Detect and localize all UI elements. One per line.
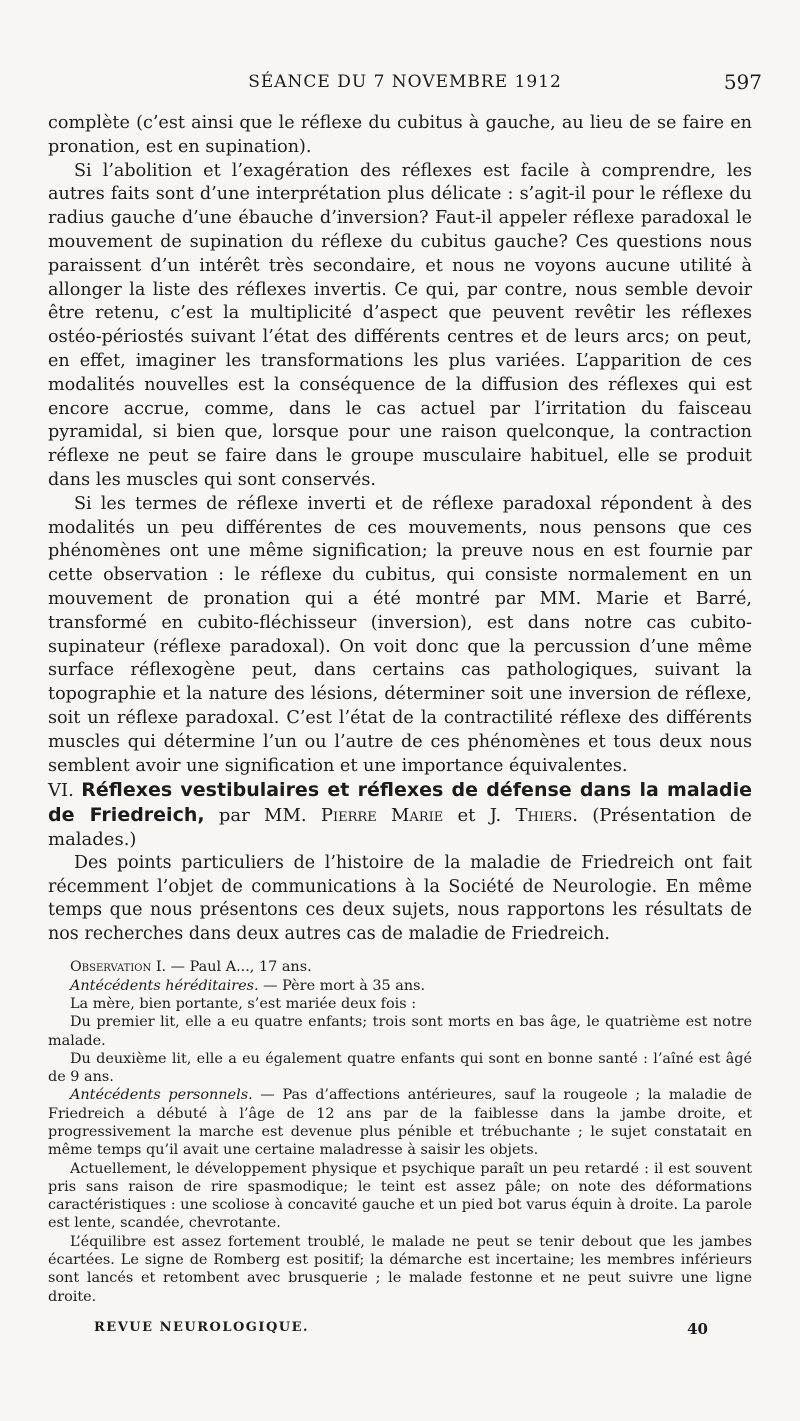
page-footer: [94, 1320, 708, 1344]
paragraph: complète (c’est ainsi que le réflexe du cubitus à gauche, au lieu de se faire en pronation, est en supination).: [48, 113, 752, 157]
paragraph: Si l’abolition et l’exagération des réflexes est facile à comprendre, les autres faits sont d’une interprétation plus délicate : s’agit-il pour le réflexe du radius gauche d’une ébauche d’inversion? Faut-il appeler réflexe paradoxal le mouvement de supination du réflexe du cubitus gauche? Ces questions nous paraissent d’un intérêt très secondaire, et nous ne voyons aucune utilité à allonger la liste des réflexes invertis. Ce qui, par contre, nous semble devoir être retenu, c’est la multiplicité d’aspect que peuvent revêtir les réflexes ostéo-périostés suivant l’état des différents centres et de leurs arcs; on peut, en effet, imaginer les transformations les plus variées. L’apparition de ces modalités nouvelles est la conséquence de la diffusion des réflexes qui est encore accrue, comme, dans le cas actuel par l’irritation du faisceau pyramidal, si bien que, lorsque pour une raison quelconque, la contraction réflexe ne peut se faire dans le groupe musculaire habituel, elle se produit dans les muscles qui sont conservés.: [48, 160, 752, 490]
section-heading: [48, 778, 752, 852]
author-name: Thiers: [515, 805, 573, 827]
main-text: [48, 112, 752, 1306]
intro-paragraph: Des points particuliers de l’histoire de la maladie de Friedreich ont fait récemment l’objet de communications à la Société de Neurologie. En même temps que nous présentons ces deux sujets, nous rapportons les résultats de nos recherches dans deux autres cas de maladie de Friedreich.: [48, 853, 752, 944]
observation-paragraph: Du premier lit, elle a eu quatre enfants; trois sont morts en bas âge, le quatrième est notre malade.: [48, 1014, 752, 1049]
page-number: 597: [723, 70, 762, 94]
observation-title: [48, 958, 752, 976]
observation-paragraph: La mère, bien portante, s’est mariée deux fois :: [70, 995, 417, 1012]
observation-paragraph: Actuellement, le développement physique et psychique paraît un peu retardé : il est souvent pris sans raison de rire spasmodique; le teint est assez pâle; on note des déformations caractéristiques : une scoliose à concavité gauche et un pied bot varus équin à droite. La parole est lente, scandée, chevrotante.: [48, 1160, 752, 1232]
antecedents-label: Antécédents héréditaires.: [70, 977, 259, 994]
antecedents-text: — Père mort à 35 ans.: [258, 977, 426, 994]
personal-label: Antécédents personnels.: [70, 1087, 253, 1104]
paragraph: Si les termes de réflexe inverti et de réflexe paradoxal répondent à des modalités un peu différentes de ces mouvements, nous pensons que ces phénomènes ont une même signification; la preuve nous en est fournie par cette observation : le réflexe du cubitus, qui consiste normalement en un mouvement de pronation qui a été montré par MM. Marie et Barré, transformé en cubito-fléchisseur (inversion), est dans notre cas cubito-supinateur (réflexe paradoxal). On voit donc que la percussion d’une même surface réflexogène peut, dans certains cas pathologiques, suivant la topographie et la nature des lésions, déterminer soit une inversion de réflexe, soit un réflexe paradoxal. C’est l’état de la contractilité réflexe des différents muscles qui détermine l’un ou l’autre de ces phénomènes et tous deux nous semblent avoir une signification et une importance équivalentes.: [48, 493, 752, 776]
section-by: par MM.: [218, 805, 307, 827]
observation-paragraph: [48, 1086, 752, 1159]
sheet-number: 40: [687, 1320, 708, 1338]
section-title: Réflexes vestibulaires et réflexes de défense dans la maladie de Friedreich,: [48, 779, 752, 827]
observation-paragraph: [48, 977, 752, 995]
section-number: VI.: [48, 780, 74, 802]
observation-label: Observation I.: [70, 959, 167, 976]
journal-name: REVUE NEUROLOGIQUE.: [94, 1320, 310, 1335]
observation-paragraph: L’équilibre est assez fortement troublé, le malade ne peut se tenir debout que les jambes écartées. Le signe de Romberg est positif; la démarche est incertaine; les membres inférieurs sont lancés et retombent avec brusquerie ; le malade festonne et ne peut suivre une ligne droite.: [48, 1233, 752, 1305]
running-header: [48, 66, 762, 96]
section-and: et J.: [457, 805, 502, 827]
author-name: Pierre Marie: [320, 805, 444, 827]
observation-subject: — Paul A..., 17 ans.: [166, 959, 312, 976]
section-note: . (Présentation de malades.): [48, 805, 752, 851]
personal-text: — Pas d’affections antérieures, sauf la rougeole ; la maladie de Friedreich a débuté à l’âge de 12 ans par de la faiblesse dans la jambe droite, et progressivement la marche est devenue plus pénible et trébuchante ; le sujet constatait en même temps qu’il avait une certaine maladresse à saisir les objets.: [48, 1087, 753, 1159]
observation-block: [48, 958, 752, 1306]
observation-paragraph: Du deuxième lit, elle a eu également quatre enfants qui sont en bonne santé : l’aîné est âgé de 9 ans.: [48, 1050, 752, 1086]
header-title: SÉANCE DU 7 NOVEMBRE 1912: [248, 72, 562, 92]
